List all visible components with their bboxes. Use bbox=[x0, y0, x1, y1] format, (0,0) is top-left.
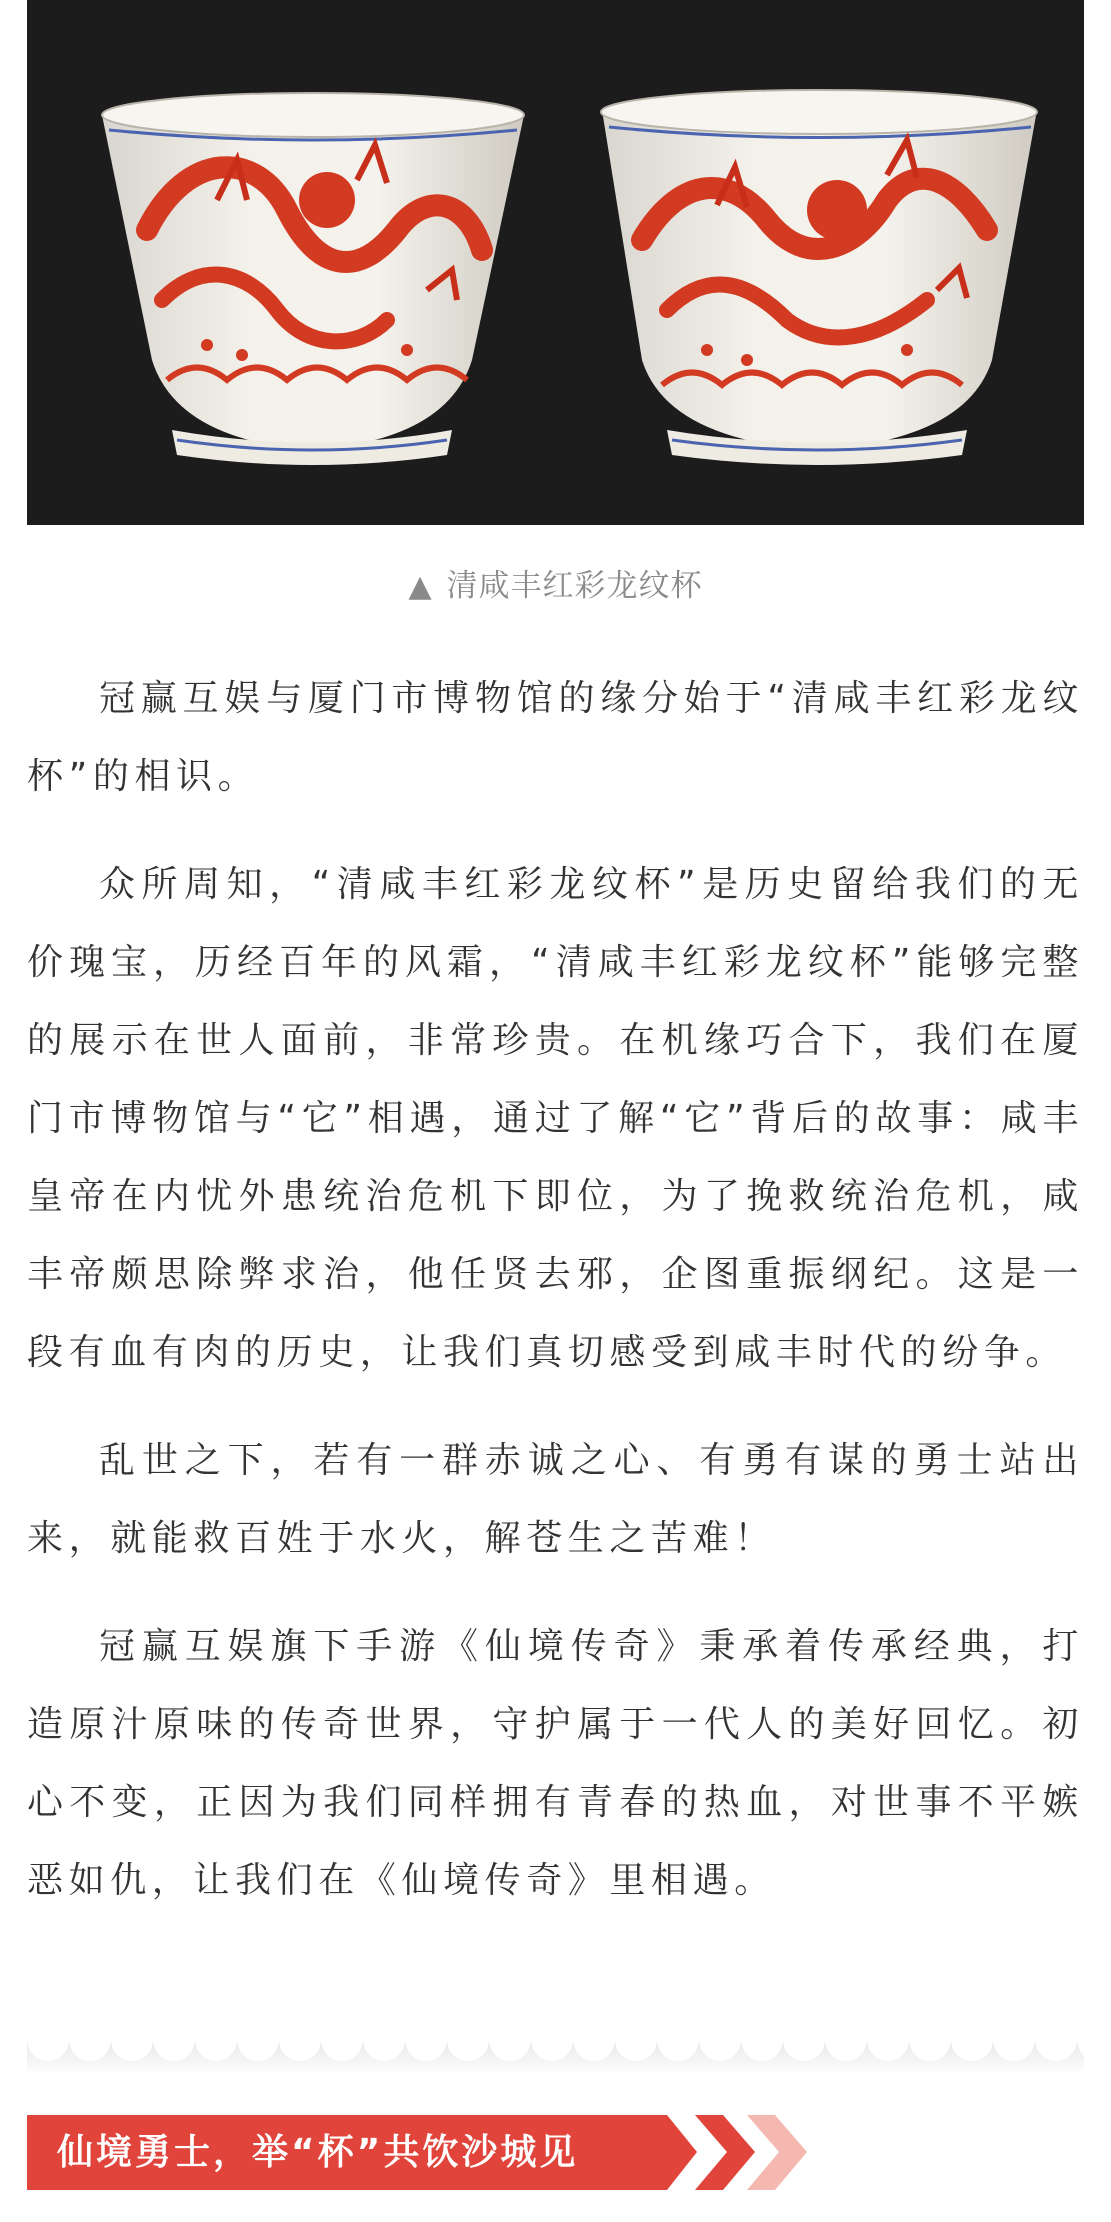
paragraph-2: 众所周知，“清咸丰红彩龙纹杯”是历史留给我们的无价瑰宝，历经百年的风霜，“清咸丰红彩龙纹杯”能够完整的展示在世人面前，非常珍贵。在机缘巧合下，我们在厦门市博物馆与“它”相遇，通过了解“它”背后的故事：咸丰皇帝在内忧外患统治危机下即位，为了挽救统治危机，咸丰帝颇思除弊求治，他任贤去邪，企图重振纲纪。这是一段有血有肉的历史，让我们真切感受到咸丰时代的纷争。 bbox=[27, 864, 1084, 1373]
dragon-cups-photo bbox=[27, 0, 1084, 525]
right-cup bbox=[601, 90, 1037, 465]
scalloped-divider bbox=[27, 2040, 1084, 2076]
image-caption bbox=[0, 560, 1111, 605]
chevron-right-icon bbox=[695, 2115, 755, 2190]
banner-title: 仙境勇士，举“杯”共饮沙城见 bbox=[57, 2132, 579, 2173]
chevron-right-icon bbox=[747, 2115, 807, 2190]
paragraph-3: 乱世之下，若有一群赤诚之心、有勇有谋的勇士站出来，就能救百姓于水火，解苍生之苦难！ bbox=[27, 1440, 1084, 1559]
paragraph-4: 冠赢互娱旗下手游《仙境传奇》秉承着传承经典，打造原汁原味的传奇世界，守护属于一代人的美好回忆。初心不变，正因为我们同样拥有青春的热血，对世事不平嫉恶如仇，让我们在《仙境传奇》里相遇。 bbox=[27, 1626, 1084, 1901]
article-body bbox=[27, 660, 1084, 1950]
caption-text: 清咸丰红彩龙纹杯 bbox=[446, 568, 703, 604]
section-banner bbox=[27, 2115, 1084, 2195]
left-cup bbox=[102, 93, 524, 465]
paragraph-1: 冠赢互娱与厦门市博物馆的缘分始于“清咸丰红彩龙纹杯”的相识。 bbox=[27, 678, 1084, 797]
triangle-up-icon: ▲ bbox=[408, 569, 433, 604]
